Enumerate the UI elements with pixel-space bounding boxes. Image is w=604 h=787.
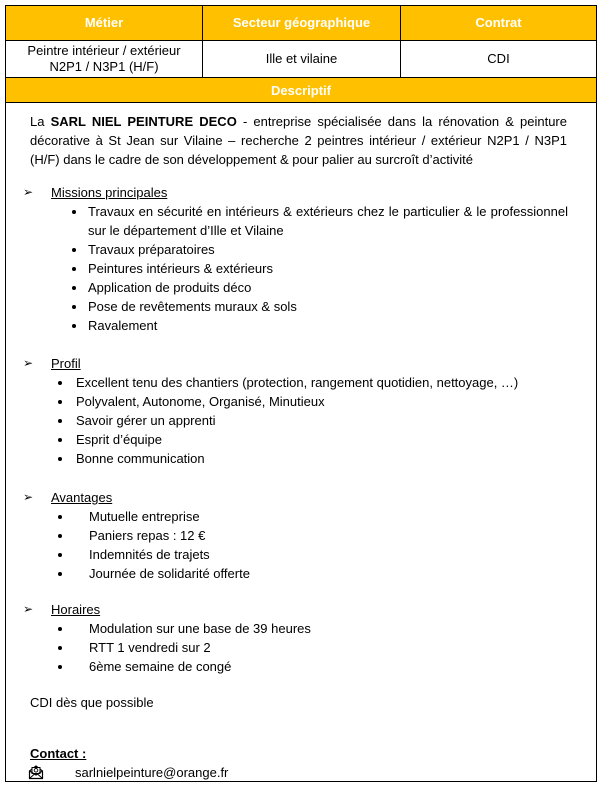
profil-list [6, 373, 596, 468]
section-heading [6, 183, 596, 202]
list-item: Excellent tenu des chantiers (protection, rangement quotidien, nettoyage, …) [6, 373, 596, 392]
bullet-icon [58, 515, 62, 519]
bullet-icon [72, 324, 76, 328]
intro-paragraph [30, 112, 567, 169]
contact-label: Contact : [30, 746, 87, 761]
section-heading [6, 354, 596, 373]
bullet-icon [58, 627, 62, 631]
bullet-icon [58, 534, 62, 538]
bullet-icon [72, 267, 76, 271]
description-body [6, 104, 596, 781]
header-contract: Contrat [475, 15, 522, 30]
list-item: Pose de revêtements muraux & sols [6, 297, 596, 316]
list-item: Esprit d’équipe [6, 430, 596, 449]
bullet-icon [58, 381, 62, 385]
contract-cell: CDI [487, 51, 510, 66]
section-profil [6, 354, 596, 468]
section-title: Horaires [51, 602, 101, 617]
bullet-icon [58, 419, 62, 423]
list-item: Ravalement [6, 316, 596, 335]
bullet-icon [58, 665, 62, 669]
description-header-row [6, 78, 596, 103]
horaires-list [6, 619, 596, 676]
bullet-icon [58, 438, 62, 442]
list-item: Travaux préparatoires [6, 240, 596, 259]
table-values-row [6, 41, 596, 78]
area-cell: Ille et vilaine [203, 41, 401, 77]
missions-list [6, 202, 596, 335]
bullet-icon [58, 457, 62, 461]
list-item: Mutuelle entreprise [6, 507, 596, 526]
list-item: 6ème semaine de congé [6, 657, 596, 676]
contact-email-link[interactable]: sarlnielpeinture@orange.fr [75, 765, 229, 780]
arrow-bullet-icon: ➢ [23, 356, 34, 370]
section-title: Avantages [51, 490, 113, 505]
intro-prefix: La [30, 114, 51, 129]
job-offer-document [5, 5, 597, 782]
section-horaires [6, 600, 596, 676]
list-item: Bonne communication [6, 449, 596, 468]
bullet-icon [58, 400, 62, 404]
list-item: Application de produits déco [6, 278, 596, 297]
list-item: Journée de solidarité offerte [6, 564, 596, 583]
company-name: SARL NIEL PEINTURE DECO [50, 114, 237, 129]
section-heading [6, 488, 596, 507]
list-item: Paniers repas : 12 € [6, 526, 596, 545]
table-header-row [6, 6, 596, 41]
job-title-line2: N2P1 / N3P1 (H/F) [49, 59, 159, 74]
availability-text: CDI dès que possible [30, 695, 154, 710]
bullet-icon [72, 248, 76, 252]
arrow-bullet-icon: ➢ [23, 602, 34, 616]
list-item: Modulation sur une base de 39 heures [6, 619, 596, 638]
list-item: Travaux en sécurité en intérieurs & extérieurs chez le particulier & le professionnel sur le département d’Ille et Vilaine [6, 202, 596, 240]
list-item: Savoir gérer un apprenti [6, 411, 596, 430]
job-title-line1: Peintre intérieur / extérieur [27, 43, 181, 58]
arrow-bullet-icon: ➢ [23, 490, 34, 504]
avantages-list [6, 507, 596, 583]
list-item: RTT 1 vendredi sur 2 [6, 638, 596, 657]
bullet-icon [58, 646, 62, 650]
header-area: Secteur géographique [203, 6, 401, 40]
description-header: Descriptif [271, 82, 331, 98]
section-missions [6, 183, 596, 335]
section-avantages [6, 488, 596, 583]
list-item: Indemnités de trajets [6, 545, 596, 564]
bullet-icon [72, 305, 76, 309]
bullet-icon [72, 210, 76, 214]
section-title: Profil [51, 356, 81, 371]
header-job: Métier [6, 6, 203, 40]
list-item: Polyvalent, Autonome, Organisé, Minutieux [6, 392, 596, 411]
section-title: Missions principales [51, 185, 168, 200]
bullet-icon [58, 572, 62, 576]
section-heading [6, 600, 596, 619]
list-item: Peintures intérieurs & extérieurs [6, 259, 596, 278]
job-title-cell [6, 41, 203, 77]
bullet-icon [72, 286, 76, 290]
bullet-icon [58, 553, 62, 557]
arrow-bullet-icon: ➢ [23, 185, 34, 199]
intro-suffix: - entreprise spécialisée dans la rénovation & peinture décorative à St Jean sur Vilaine – recherche 2 peintres intérieur / extérieur N2P1 / N3P1 (H/F) dans le cadre de son développement & pour palier au surcroît d’activité [30, 114, 567, 167]
envelope-icon [28, 764, 44, 780]
